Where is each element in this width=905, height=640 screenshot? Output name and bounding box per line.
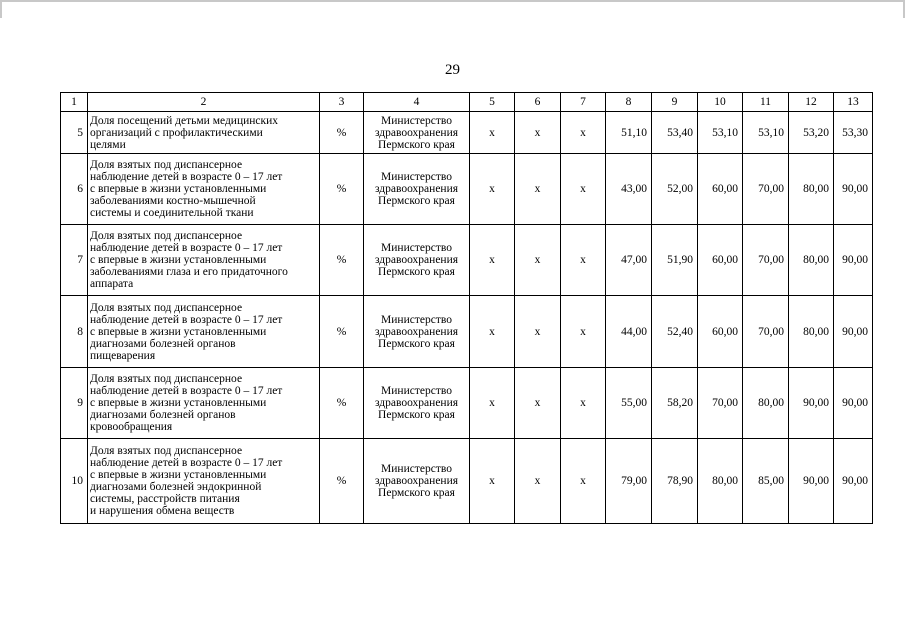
row-number: 9	[61, 368, 88, 439]
value-cell: 80,00	[789, 154, 834, 225]
scan-edge-top	[0, 0, 905, 2]
table-row	[61, 296, 873, 368]
value-cell: 80,00	[743, 368, 789, 439]
responsible-cell: Министерство здравоохранения Пермского края	[364, 368, 470, 439]
header-cell: 6	[515, 93, 561, 112]
header-cell: 9	[652, 93, 698, 112]
header-cell: 10	[698, 93, 743, 112]
unit-cell: %	[320, 439, 364, 524]
row-number: 7	[61, 225, 88, 296]
value-cell: 79,00	[606, 439, 652, 524]
row-number: 10	[61, 439, 88, 524]
value-cell: 70,00	[743, 225, 789, 296]
value-cell: 51,10	[606, 112, 652, 154]
responsible-cell: Министерство здравоохранения Пермского края	[364, 225, 470, 296]
value-cell: 85,00	[743, 439, 789, 524]
row-number: 5	[61, 112, 88, 154]
value-cell: х	[515, 439, 561, 524]
value-cell: 43,00	[606, 154, 652, 225]
header-row	[61, 93, 873, 112]
header-cell: 8	[606, 93, 652, 112]
value-cell: 47,00	[606, 225, 652, 296]
value-cell: х	[470, 154, 515, 225]
value-cell: 80,00	[698, 439, 743, 524]
value-cell: х	[561, 296, 606, 368]
responsible-cell: Министерство здравоохранения Пермского края	[364, 296, 470, 368]
header-cell: 13	[834, 93, 873, 112]
value-cell: 90,00	[834, 154, 873, 225]
value-cell: 90,00	[789, 439, 834, 524]
value-cell: х	[470, 439, 515, 524]
indicator-name: Доля взятых под диспансерное наблюдение детей в возрасте 0 – 17 лет с впервые в жизни установленными диагнозами болезней эндокринной системы, расстройств питания и нарушения обмена веществ	[88, 439, 320, 524]
value-cell: 80,00	[789, 225, 834, 296]
header-cell: 3	[320, 93, 364, 112]
value-cell: 53,10	[698, 112, 743, 154]
responsible-cell: Министерство здравоохранения Пермского края	[364, 112, 470, 154]
value-cell: 52,00	[652, 154, 698, 225]
value-cell: 90,00	[834, 368, 873, 439]
unit-cell: %	[320, 368, 364, 439]
indicator-name: Доля взятых под диспансерное наблюдение детей в возрасте 0 – 17 лет с впервые в жизни установленными диагнозами болезней органов пищеварения	[88, 296, 320, 368]
value-cell: х	[561, 225, 606, 296]
unit-cell: %	[320, 296, 364, 368]
value-cell: х	[561, 368, 606, 439]
value-cell: х	[515, 154, 561, 225]
value-cell: 53,30	[834, 112, 873, 154]
value-cell: 60,00	[698, 154, 743, 225]
value-cell: 70,00	[698, 368, 743, 439]
value-cell: 80,00	[789, 296, 834, 368]
value-cell: 70,00	[743, 296, 789, 368]
indicator-name: Доля посещений детьми медицинских организаций с профилактическими целями	[88, 112, 320, 154]
unit-cell: %	[320, 154, 364, 225]
header-cell: 11	[743, 93, 789, 112]
value-cell: 70,00	[743, 154, 789, 225]
row-number: 8	[61, 296, 88, 368]
value-cell: 90,00	[789, 368, 834, 439]
value-cell: 53,40	[652, 112, 698, 154]
value-cell: 53,20	[789, 112, 834, 154]
value-cell: 90,00	[834, 225, 873, 296]
unit-cell: %	[320, 112, 364, 154]
value-cell: х	[561, 112, 606, 154]
value-cell: 58,20	[652, 368, 698, 439]
value-cell: 55,00	[606, 368, 652, 439]
value-cell: 53,10	[743, 112, 789, 154]
header-cell: 7	[561, 93, 606, 112]
value-cell: х	[515, 112, 561, 154]
scan-edge-left	[0, 0, 2, 18]
indicator-name: Доля взятых под диспансерное наблюдение детей в возрасте 0 – 17 лет с впервые в жизни установленными диагнозами болезней органов кровообращения	[88, 368, 320, 439]
responsible-cell: Министерство здравоохранения Пермского края	[364, 154, 470, 225]
table-row	[61, 439, 873, 524]
responsible-cell: Министерство здравоохранения Пермского края	[364, 439, 470, 524]
value-cell: 90,00	[834, 296, 873, 368]
indicator-name: Доля взятых под диспансерное наблюдение детей в возрасте 0 – 17 лет с впервые в жизни установленными заболеваниями костно-мышечной системы и соединительной ткани	[88, 154, 320, 225]
value-cell: 90,00	[834, 439, 873, 524]
value-cell: 44,00	[606, 296, 652, 368]
value-cell: х	[470, 112, 515, 154]
value-cell: х	[470, 225, 515, 296]
indicator-name: Доля взятых под диспансерное наблюдение детей в возрасте 0 – 17 лет с впервые в жизни установленными заболеваниями глаза и его придаточного аппарата	[88, 225, 320, 296]
value-cell: 51,90	[652, 225, 698, 296]
table-row	[61, 112, 873, 154]
indicators-table	[60, 92, 873, 524]
value-cell: 60,00	[698, 296, 743, 368]
header-cell: 4	[364, 93, 470, 112]
unit-cell: %	[320, 225, 364, 296]
table-row	[61, 154, 873, 225]
value-cell: х	[515, 225, 561, 296]
value-cell: х	[561, 439, 606, 524]
value-cell: х	[515, 368, 561, 439]
value-cell: 78,90	[652, 439, 698, 524]
value-cell: х	[515, 296, 561, 368]
value-cell: х	[470, 296, 515, 368]
value-cell: х	[470, 368, 515, 439]
header-cell: 1	[61, 93, 88, 112]
page-number: 29	[445, 62, 460, 78]
value-cell: х	[561, 154, 606, 225]
header-cell: 5	[470, 93, 515, 112]
table-row	[61, 368, 873, 439]
header-cell: 2	[88, 93, 320, 112]
row-number: 6	[61, 154, 88, 225]
value-cell: 52,40	[652, 296, 698, 368]
value-cell: 60,00	[698, 225, 743, 296]
table-row	[61, 225, 873, 296]
header-cell: 12	[789, 93, 834, 112]
